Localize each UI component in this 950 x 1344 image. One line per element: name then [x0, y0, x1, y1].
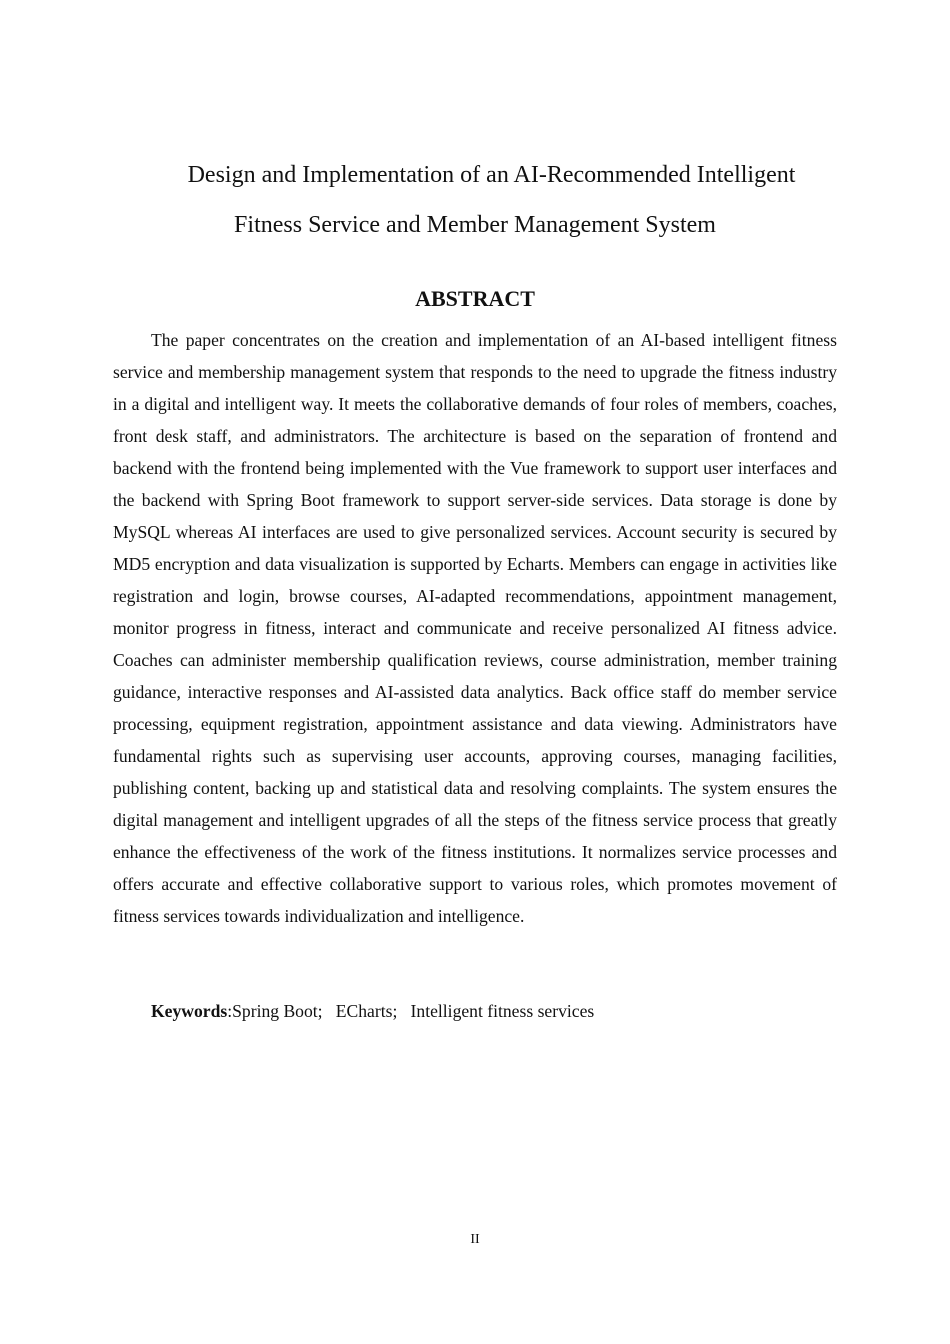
- abstract-heading: ABSTRACT: [415, 286, 535, 311]
- keywords-line: [151, 995, 594, 1027]
- paper-title: [0, 150, 950, 250]
- keywords-label: Keywords: [151, 1001, 228, 1021]
- keywords-colon: :: [227, 1001, 233, 1021]
- keyword-item: ECharts: [335, 1001, 393, 1021]
- keyword-separator: ;: [317, 1001, 336, 1021]
- title-line-2: Fitness Service and Member Management System: [234, 212, 716, 238]
- title-line-1: Design and Implementation of an AI-Recommended Intelligent: [187, 162, 796, 188]
- page-number: II: [470, 1232, 480, 1247]
- abstract-body: The paper concentrates on the creation and implementation of an AI-based intelligent fitness service and membership management system that responds to the need to upgrade the fitness industry in a digital and intelligent way. It meets the collaborative demands of four roles of members, coaches, front desk staff, and administrators. The architecture is based on the separation of frontend and backend with the frontend being implemented with the Vue framework to support user interfaces and the backend with Spring Boot framework to support server-side services. Data storage is done by MySQL whereas AI interfaces are used to give personalized services. Account security is secured by MD5 encryption and data visualization is supported by Echarts. Members can engage in activities like registration and login, browse courses, AI-adapted recommendations, appointment management, monitor progress in fitness, interact and communicate and receive personalized AI fitness advice. Coaches can administer membership qualification reviews, course administration, member training guidance, interactive responses and AI-assisted data analytics. Back office staff do member service processing, equipment registration, appointment assistance and data viewing. Administrators have fundamental rights such as supervising user accounts, approving courses, managing facilities, publishing content, backing up and statistical data and resolving complaints. The system ensures the digital management and intelligent upgrades of all the steps of the fitness service process that greatly enhance the effectiveness of the work of the fitness institutions. It normalizes service processes and offers accurate and effective collaborative support to various roles, which promotes movement of fitness services towards individualization and intelligence.: [113, 330, 837, 926]
- keyword-item: Spring Boot: [232, 1001, 318, 1021]
- keyword-separator: ;: [392, 1001, 411, 1021]
- keyword-item: Intelligent fitness services: [410, 1001, 595, 1021]
